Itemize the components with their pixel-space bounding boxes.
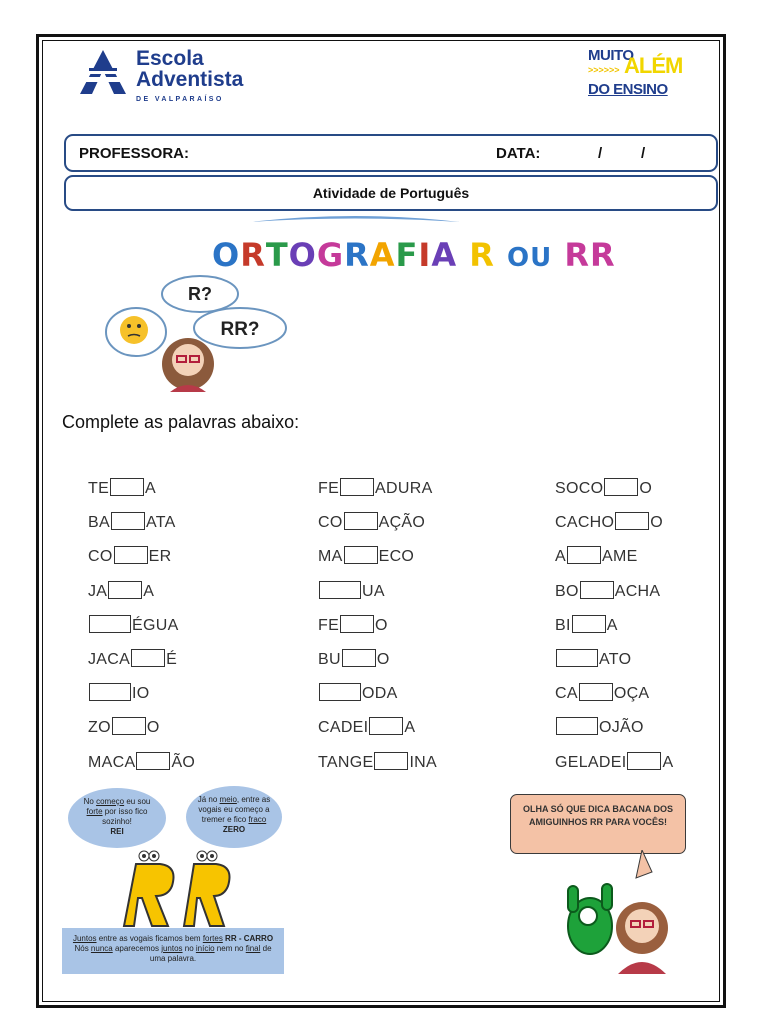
answer-blank[interactable]	[319, 581, 361, 599]
tip-text: , entre as vogais eu começo a tremer e fico	[198, 795, 271, 824]
word-suffix: ODA	[362, 685, 398, 703]
thought-r-text: R?	[188, 284, 212, 304]
date-separator-1: /	[598, 145, 603, 162]
word-prefix: TE	[88, 480, 110, 497]
heading-rr: RR	[564, 236, 616, 274]
word-suffix: ACHA	[614, 582, 661, 600]
word-item	[88, 478, 156, 502]
tip-text-underline: meio	[219, 795, 237, 804]
word-prefix: TANGE	[318, 753, 374, 771]
word-item	[318, 683, 398, 707]
word-item	[318, 717, 415, 741]
word-item	[88, 717, 160, 741]
answer-blank[interactable]	[567, 546, 601, 564]
word-item	[88, 581, 154, 605]
heading-letter: T	[265, 236, 289, 274]
heading-letter: A	[369, 236, 396, 274]
answer-blank[interactable]	[136, 752, 170, 770]
tip-text-bold: ZERO	[222, 825, 246, 834]
word-suffix: INA	[409, 753, 438, 771]
date-label: DATA:	[496, 145, 541, 162]
tip-text-underline: fraco	[248, 815, 267, 824]
school-name-line2: Adventista	[136, 68, 244, 91]
date-separator-2: /	[641, 145, 646, 162]
word-item	[555, 478, 652, 502]
tip-text: eu sou	[124, 797, 151, 806]
word-prefix: MACA	[88, 753, 136, 771]
tip-text: aparecemos	[112, 944, 162, 953]
word-item	[318, 581, 385, 605]
thought-rr-text: RR?	[220, 319, 260, 340]
word-prefix: BO	[555, 582, 579, 600]
word-suffix: O	[146, 719, 160, 737]
tip-text-underline: juntos	[161, 944, 183, 953]
word-item	[318, 649, 390, 673]
r-rr-characters-icon	[102, 846, 242, 930]
word-item	[555, 581, 660, 605]
answer-blank[interactable]	[108, 581, 142, 599]
teacher-label: PROFESSORA:	[79, 145, 190, 162]
thought-cloud-r	[162, 276, 238, 312]
answer-blank[interactable]	[344, 512, 378, 530]
tip-text-bold: RR - CARRO	[222, 934, 274, 943]
answer-blank[interactable]	[572, 615, 606, 633]
word-prefix: SOCO	[555, 480, 604, 497]
school-subtitle: DE VALPARAÍSO	[136, 96, 224, 103]
tip-text: no	[182, 944, 196, 953]
answer-blank[interactable]	[615, 512, 649, 530]
word-suffix: ADURA	[375, 480, 433, 497]
word-item	[88, 683, 150, 707]
word-row	[88, 512, 708, 538]
word-item	[88, 752, 195, 776]
word-row	[88, 683, 708, 709]
answer-blank[interactable]	[340, 478, 374, 496]
word-item	[318, 752, 437, 776]
answer-blank[interactable]	[580, 581, 614, 599]
answer-blank[interactable]	[374, 752, 408, 770]
activity-title: Atividade de Português	[312, 185, 470, 201]
tip-text: por isso fico sozinho!	[102, 807, 148, 826]
activity-box	[64, 175, 718, 211]
word-row	[88, 478, 708, 504]
slogan-line3: DO ENSINO	[588, 81, 668, 98]
slogan-logo	[588, 47, 698, 105]
word-item	[88, 649, 177, 673]
tip-bubble-r	[68, 788, 166, 848]
tip-text: No	[83, 797, 97, 806]
word-row	[88, 581, 708, 607]
word-prefix: BI	[555, 616, 571, 634]
slogan-line1: MUITO	[588, 47, 634, 64]
answer-blank[interactable]	[111, 512, 145, 530]
tip-text-underline: fortes	[202, 934, 223, 943]
slogan-arrows: >>>>>>	[588, 65, 620, 75]
word-prefix: CO	[88, 548, 113, 566]
tip-text-underline: nunca	[90, 944, 113, 953]
word-suffix: A	[662, 753, 674, 771]
word-suffix: AME	[601, 548, 638, 566]
word-item	[318, 615, 388, 639]
word-item	[318, 512, 425, 536]
slogan-highlight: ALÉM	[624, 53, 683, 78]
answer-blank[interactable]	[114, 546, 148, 564]
word-suffix: ATO	[599, 651, 632, 668]
tip-text-underline: forte	[86, 807, 103, 816]
tip-box-bottom	[62, 928, 284, 974]
heading-r: R	[469, 236, 495, 274]
bubble-tail	[636, 850, 652, 878]
word-prefix: CA	[555, 685, 578, 703]
word-prefix: BA	[88, 514, 110, 532]
word-prefix: ZO	[88, 719, 111, 737]
answer-blank[interactable]	[344, 546, 378, 564]
tip-text: Nós	[74, 944, 91, 953]
tip-text-underline: final	[245, 944, 261, 953]
teacher-ok-illustration	[508, 850, 698, 978]
word-item	[555, 649, 631, 673]
word-item	[555, 717, 644, 741]
word-suffix: UA	[362, 582, 385, 600]
word-suffix: A	[145, 480, 157, 497]
word-item	[318, 478, 433, 502]
word-suffix: AÇÃO	[378, 514, 426, 532]
word-item	[555, 752, 673, 776]
word-item	[555, 683, 649, 707]
word-row	[88, 649, 708, 675]
instruction-text: Complete as palavras abaixo:	[62, 412, 300, 432]
word-prefix: FE	[318, 480, 340, 497]
answer-blank[interactable]	[369, 717, 403, 735]
word-item	[88, 512, 176, 536]
word-prefix: BU	[318, 651, 341, 668]
thought-cloud-rr	[194, 308, 286, 348]
tip-panel-left	[62, 784, 286, 974]
tip-speech-bubble	[510, 794, 686, 854]
heading-letter: O	[212, 236, 241, 274]
word-suffix: OÇA	[613, 685, 650, 703]
word-item	[318, 546, 414, 570]
word-item	[555, 615, 618, 639]
word-suffix: ER	[148, 548, 172, 566]
teacher-avatar-icon	[162, 338, 214, 392]
answer-blank[interactable]	[110, 478, 144, 496]
answer-blank[interactable]	[112, 717, 146, 735]
heading-letter: R	[344, 236, 370, 274]
answer-blank[interactable]	[131, 649, 165, 667]
answer-blank[interactable]	[556, 649, 598, 667]
tip-text-underline: início	[195, 944, 215, 953]
word-prefix: FE	[318, 616, 340, 634]
answer-blank[interactable]	[340, 615, 374, 633]
r-character-icon	[124, 851, 174, 926]
word-suffix: ÉGUA	[132, 616, 179, 634]
word-suffix: OJÃO	[599, 719, 644, 737]
heading-letter: O	[288, 236, 317, 274]
tip-panel-right	[508, 794, 698, 978]
word-suffix: ECO	[378, 548, 415, 566]
tip-text-underline: Juntos	[72, 934, 97, 943]
word-row	[88, 615, 708, 641]
teacher-date-box	[64, 134, 718, 172]
tip-text-underline: começo	[96, 797, 125, 806]
rr-character-icon	[184, 851, 230, 926]
tip-bubble-rr	[186, 786, 282, 848]
word-prefix: A	[555, 548, 566, 566]
word-item	[555, 512, 663, 536]
answer-blank[interactable]	[319, 683, 361, 701]
teacher-avatar-icon	[616, 902, 668, 974]
answer-blank[interactable]	[342, 649, 376, 667]
word-prefix: CADEI	[318, 719, 369, 737]
word-suffix: A	[606, 616, 618, 634]
word-suffix: O	[639, 480, 653, 497]
answer-blank[interactable]	[89, 683, 131, 701]
tip-text: nem no	[214, 944, 246, 953]
word-prefix: JA	[88, 582, 108, 600]
school-logo	[80, 46, 280, 110]
word-suffix: O	[376, 651, 390, 668]
answer-blank[interactable]	[579, 683, 613, 701]
word-item	[555, 546, 638, 570]
word-prefix: JACA	[88, 651, 131, 668]
thinking-emoji-icon	[106, 308, 166, 356]
tip-text-bold: REI	[110, 827, 124, 836]
word-item	[88, 546, 171, 570]
word-suffix: A	[404, 719, 416, 737]
school-logo-icon	[80, 50, 126, 94]
word-row	[88, 546, 708, 572]
heading-letter: G	[316, 236, 345, 274]
tip-speech-text: OLHA SÓ QUE DICA BACANA DOS AMIGUINHOS RR PARA VOCÊS!	[522, 804, 673, 827]
tip-text: Já no	[197, 795, 220, 804]
answer-blank[interactable]	[89, 615, 131, 633]
word-suffix: É	[166, 651, 178, 668]
word-prefix: MA	[318, 548, 343, 566]
answer-blank[interactable]	[604, 478, 638, 496]
word-suffix: A	[143, 582, 155, 600]
word-item	[88, 615, 179, 639]
decorative-swoosh	[250, 212, 460, 226]
heading-ou: OU	[507, 243, 553, 273]
heading-letter: R	[240, 236, 266, 274]
tip-text: entre as vogais ficamos bem	[96, 934, 203, 943]
word-suffix: IO	[132, 685, 150, 703]
word-suffix: ÃO	[171, 753, 196, 771]
word-suffix: O	[650, 514, 664, 532]
word-suffix: O	[375, 616, 388, 634]
word-prefix: GELADEI	[555, 753, 627, 771]
word-row	[88, 752, 708, 778]
word-suffix: ATA	[145, 514, 176, 532]
answer-blank[interactable]	[627, 752, 661, 770]
school-name-line1: Escola	[136, 47, 204, 70]
thinking-illustration	[100, 268, 310, 398]
word-row	[88, 717, 708, 743]
heading-letter: F	[395, 236, 419, 274]
word-prefix: CACHO	[555, 514, 615, 532]
tip-text: de uma palavra.	[149, 944, 272, 963]
heading-letter: A	[431, 236, 458, 274]
answer-blank[interactable]	[556, 717, 598, 735]
ok-hand-icon	[568, 884, 612, 954]
heading-letter: I	[418, 236, 432, 274]
word-prefix: CO	[318, 514, 343, 532]
